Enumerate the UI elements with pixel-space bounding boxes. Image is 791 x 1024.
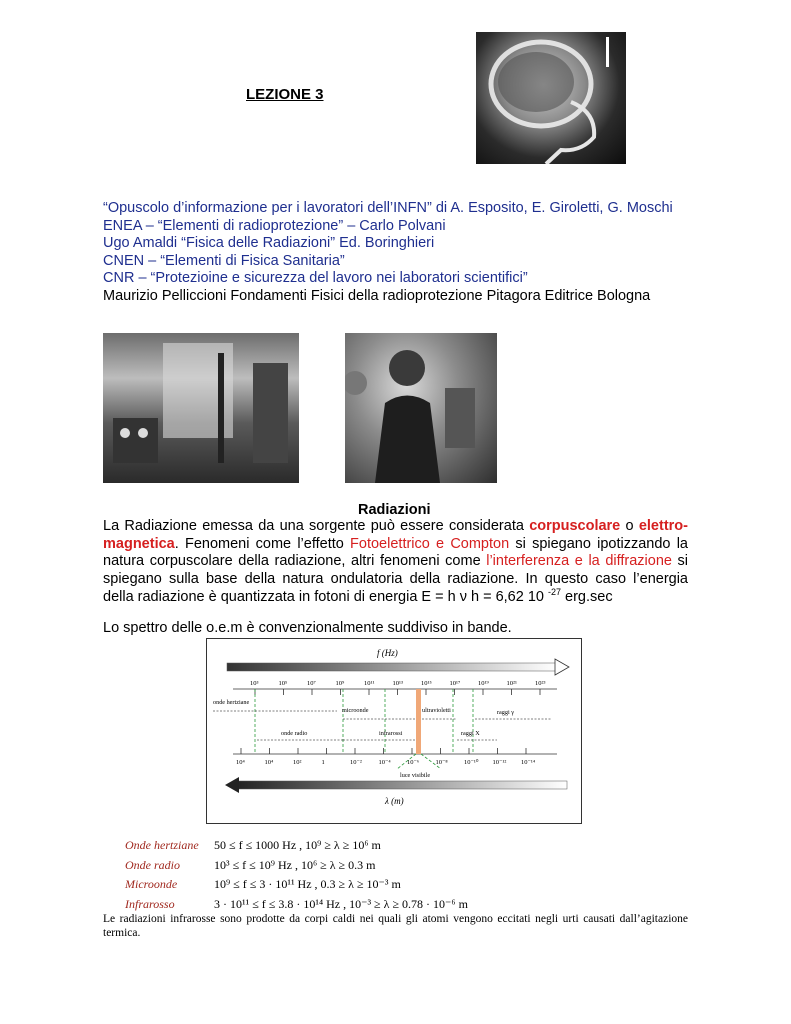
wavelength-tick-label: 1 bbox=[321, 759, 325, 766]
frequency-tick-label: 10²¹ bbox=[506, 680, 517, 687]
band-label: ultravioletti bbox=[422, 707, 451, 714]
frequency-tick-label: 10³ bbox=[250, 680, 259, 687]
band-label: infrarossi bbox=[379, 730, 403, 737]
wavelength-tick-label: 10² bbox=[293, 759, 302, 766]
wavelength-bar bbox=[237, 781, 567, 789]
wavelength-axis-label: λ (m) bbox=[385, 796, 404, 806]
band-range: 3 · 10¹¹ ≤ f ≤ 3.8 · 10¹⁴ Hz , 10⁻³ ≥ λ ≥ 0.78 · 10⁻⁶ m bbox=[214, 896, 468, 911]
frequency-bar bbox=[227, 663, 557, 671]
frequency-tick-label: 10¹³ bbox=[392, 680, 403, 687]
formula-row bbox=[125, 836, 468, 856]
text-span: si spiegano sulla base della natura ondulatoria della radiazione. In questo caso l’energia della radiazione è quantizzata in fotoni di energia E = h ν h = 6,62 10 bbox=[103, 553, 689, 605]
wavelength-tick-label: 10⁻¹⁴ bbox=[521, 759, 536, 766]
scientist-photo bbox=[345, 333, 497, 483]
page-title: LEZIONE 3 bbox=[246, 86, 324, 103]
wavelength-tick-label: 10⁻⁴ bbox=[378, 759, 391, 766]
wavelength-tick-label: 10⁴ bbox=[264, 759, 274, 766]
band-label: onde radio bbox=[281, 730, 308, 737]
frequency-tick-label: 10⁵ bbox=[278, 680, 288, 687]
band-range: 10³ ≤ f ≤ 10⁹ Hz , 10⁶ ≥ λ ≥ 0.3 m bbox=[214, 857, 376, 872]
frequency-tick-label: 10¹⁷ bbox=[449, 680, 461, 687]
wavelength-tick-label: 10⁴ bbox=[236, 759, 245, 766]
em-spectrum-diagram bbox=[206, 638, 582, 824]
highlight-corpuscolare: corpuscolare bbox=[529, 518, 621, 534]
frequency-tick-label: 10¹⁹ bbox=[478, 680, 489, 687]
band-label: microonde bbox=[342, 707, 369, 714]
reference-item: “Opuscolo d’informazione per i lavoratori dell’INFN” di A. Esposito, E. Giroletti, G. Moschi bbox=[103, 200, 673, 216]
text-span: o bbox=[620, 518, 639, 534]
skull-xray-image bbox=[476, 32, 626, 164]
frequency-axis-label: f (Hz) bbox=[377, 648, 398, 658]
section-title: Radiazioni bbox=[358, 502, 431, 518]
highlight-fotoelettrico: Fotoelettrico e Compton bbox=[350, 535, 510, 552]
reference-item: CNR – “Protezioine e sicurezza del lavoro nei laboratori scientifici” bbox=[103, 270, 528, 287]
formula-row bbox=[125, 856, 468, 876]
wavelength-tick-label: 10⁻² bbox=[350, 759, 362, 766]
highlight-interferenza: l’interferenza e la diffrazione bbox=[486, 553, 672, 570]
reference-item: Maurizio Pelliccioni Fondamenti Fisici della radioprotezione Pitagora Editrice Bologna bbox=[103, 287, 651, 304]
text-span: . Fenomeni come l’effetto bbox=[174, 535, 351, 552]
exponent: -27 bbox=[547, 586, 561, 597]
reference-item: Ugo Amaldi “Fisica delle Radiazioni” Ed. Boringhieri bbox=[103, 235, 435, 252]
text-span: si spiegano ipotizzando la natura corpuscolare della radiazione, altri fenomeni come bbox=[103, 535, 688, 570]
wavelength-tick-label: 10⁻⁶ bbox=[407, 759, 420, 766]
frequency-tick-label: 10¹¹ bbox=[364, 680, 375, 687]
band-label: luce visibile bbox=[400, 772, 431, 779]
frequency-tick-label: 10¹⁵ bbox=[421, 680, 432, 687]
formula-row bbox=[125, 875, 468, 895]
band-name: Microonde bbox=[125, 877, 178, 891]
wavelength-tick-label: 10⁻⁸ bbox=[435, 759, 448, 766]
wavelength-tick-label: 10⁻¹⁰ bbox=[464, 759, 479, 766]
band-range: 50 ≤ f ≤ 1000 Hz , 10⁹ ≥ λ ≥ 10⁶ m bbox=[214, 838, 381, 852]
radiation-paragraph bbox=[103, 518, 688, 607]
frequency-tick-label: 10⁹ bbox=[335, 680, 345, 687]
band-label: onde hertziane bbox=[213, 699, 250, 706]
band-label: raggi X bbox=[461, 730, 480, 737]
laboratory-photo bbox=[103, 333, 299, 483]
frequency-tick-label: 10²³ bbox=[535, 680, 546, 687]
infrared-note: Le radiazioni infrarosse sono prodotte da corpi caldi nei quali gli atomi vengono eccitati negli urti causati dall’agitazione termica. bbox=[103, 913, 688, 939]
band-formulas bbox=[125, 836, 468, 914]
spectrum-intro: Lo spettro delle o.e.m è convenzionalmente suddiviso in bande. bbox=[103, 620, 512, 636]
reference-item: ENEA – “Elementi di radioprotezione” – Carlo Polvani bbox=[103, 217, 446, 234]
band-name: Onde hertziane bbox=[125, 838, 199, 852]
visible-band bbox=[416, 689, 421, 754]
band-name: Onde radio bbox=[125, 857, 180, 872]
text-span: erg.sec bbox=[561, 588, 613, 605]
reference-item: CNEN – “Elementi di Fisica Sanitaria” bbox=[103, 252, 345, 269]
band-range: 10⁹ ≤ f ≤ 3 · 10¹¹ Hz , 0.3 ≥ λ ≥ 10⁻³ m bbox=[214, 877, 401, 891]
band-name: Infrarosso bbox=[125, 896, 175, 911]
frequency-tick-label: 10⁷ bbox=[307, 680, 316, 687]
wavelength-tick-label: 10⁻¹² bbox=[492, 759, 507, 766]
highlight-elettromagnetica: elettro-magnetica bbox=[103, 518, 688, 552]
band-label: raggi γ bbox=[497, 709, 514, 716]
reference-list bbox=[103, 200, 673, 306]
text-span: La Radiazione emessa da una sorgente può essere considerata bbox=[103, 518, 530, 534]
